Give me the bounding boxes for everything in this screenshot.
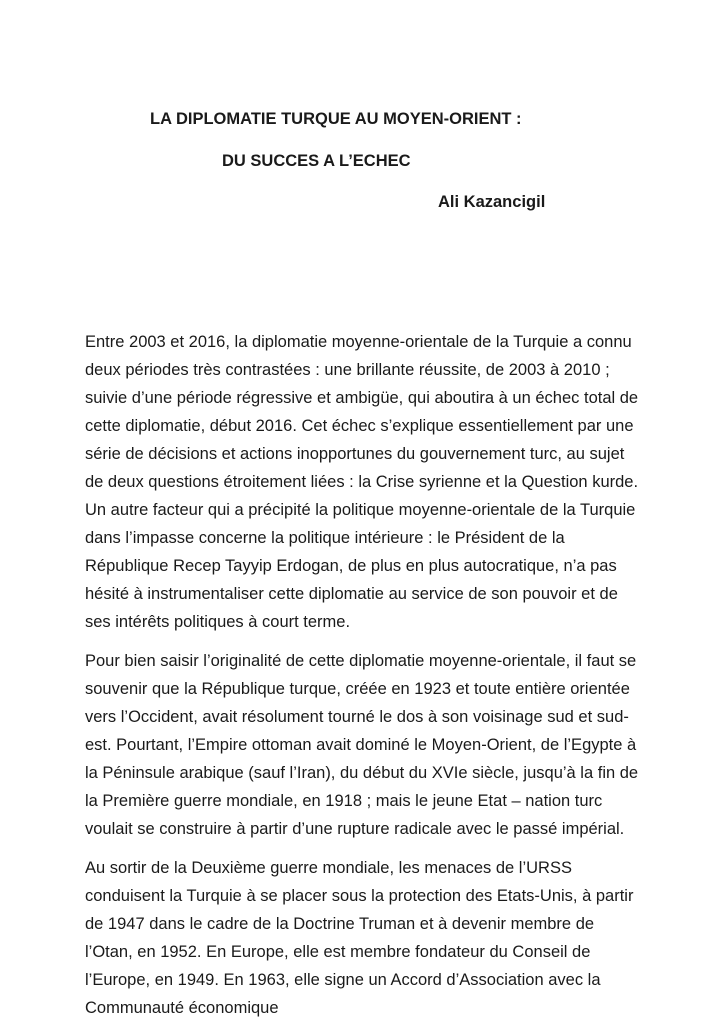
- document-title-line2: DU SUCCES A L’ECHEC: [222, 151, 411, 170]
- document-title-block: [85, 110, 640, 172]
- document-title-line1: LA DIPLOMATIE TURQUE AU MOYEN-ORIENT :: [150, 110, 522, 128]
- author-name: Ali Kazancigil: [438, 192, 546, 211]
- body-paragraph: Pour bien saisir l’originalité de cette diplomatie moyenne-orientale, il faut se souvenir que la République turque, créée en 1923 et toute entière orientée vers l’Occident, avait résolument tourné le dos à son voisinage sud et sud-est. Pourtant, l’Empire ottoman avait dominé le Moyen-Orient, de l’Egypte à la Péninsule arabique (sauf l’Iran), du début du XVIe siècle, jusqu’à la fin de la Première guerre mondiale, en 1918 ; mais le jeune Etat – nation turc voulait se construire à partir d’une rupture radicale avec le passé impérial.: [85, 651, 639, 838]
- body-paragraph: Entre 2003 et 2016, la diplomatie moyenne-orientale de la Turquie a connu deux périodes très contrastées : une brillante réussite, de 2003 à 2010 ; suivie d’une période régressive et ambigüe, qui aboutira à un échec total de cette diplomatie, début 2016. Cet échec s’explique essentiellement par une série de décisions et actions inopportunes du gouvernement turc, au sujet de deux questions étroitement liées : la Crise syrienne et la Question kurde. Un autre facteur qui a précipité la politique moyenne-orientale de la Turquie dans l’impasse concerne la politique intérieure : le Président de la République Recep Tayyip Erdogan, de plus en plus autocratique, n’a pas hésité à instrumentaliser cette diplomatie au service de son pouvoir et de ses intérêts politiques à court terme.: [85, 332, 639, 631]
- document-body: [85, 328, 640, 1022]
- body-paragraph: Au sortir de la Deuxième guerre mondiale, les menaces de l’URSS conduisent la Turquie à se placer sous la protection des Etats-Unis, à partir de 1947 dans le cadre de la Doctrine Truman et à devenir membre de l’Otan, en 1952. En Europe, elle est membre fondateur du Conseil de l’Europe, en 1949. En 1963, elle signe un Accord d’Association avec la Communauté économique: [85, 858, 634, 1017]
